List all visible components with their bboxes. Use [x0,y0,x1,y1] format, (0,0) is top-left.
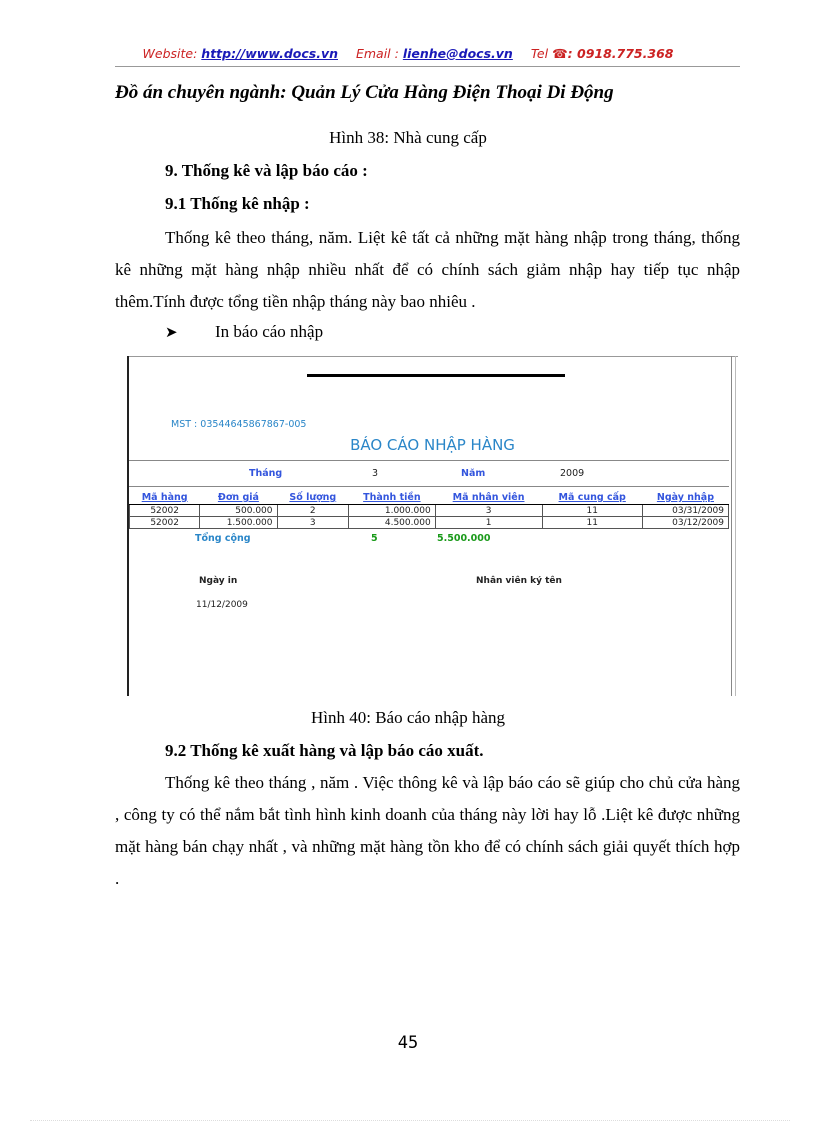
col-header: Mã cung cấp [542,491,642,505]
section-9-2-paragraph: Thống kê theo tháng , năm . Việc thông kê và lập báo cáo sẽ giúp cho chủ cửa hàng , công ty có thể nắm bắt tình hình kinh doanh của tháng này lời hay lỗ .Liệt kê được những mặt hàng bán chạy nhất , và những mặt hàng tồn kho để có chính sách giải quyết thích hợp . [115,773,740,888]
total-label: Tổng cộng [195,533,251,544]
bullet-text: In báo cáo nhập [215,322,324,341]
table-cell: 1.000.000 [349,505,436,517]
signature-label: Nhân viên ký tên [476,576,562,586]
col-header: Số lượng [277,491,349,505]
total-quantity: 5 [371,533,378,544]
table-cell: 11 [542,505,642,517]
email-link[interactable]: lienhe@docs.vn [402,46,513,61]
report-title: BÁO CÁO NHẬP HÀNG [350,436,515,454]
table-cell: 1.500.000 [200,517,277,529]
col-header: Đơn giá [200,491,277,505]
table-cell: 52002 [130,505,200,517]
page-number: 45 [397,1033,419,1053]
table-cell: 4.500.000 [349,517,436,529]
table-row [130,517,729,529]
bullet-item [165,322,323,342]
figure-40-caption: Hình 40: Báo cáo nhập hàng [310,708,506,727]
table-cell: 03/31/2009 [642,505,728,517]
arrow-bullet-icon: ➤ [165,325,178,341]
col-header: Mã hàng [130,491,200,505]
year-label: Năm [461,468,486,479]
table-cell: 11 [542,517,642,529]
tel-value: : 0918.775.368 [567,46,674,61]
table-cell: 500.000 [200,505,277,517]
report-screenshot [127,356,738,696]
header-rule [115,66,740,67]
section-9-1-paragraph: Thống kê theo tháng, năm. Liệt kê tất cả những mặt hàng nhập trong tháng, thống kê những mặt hàng nhập nhiều nhất để có chính sách giảm nhập hay tiếp tục nhập thêm.Tính được tổng tiền nhập tháng này bao nhiêu . [115,228,740,311]
report-table [129,491,729,529]
print-date-label: Ngày in [199,576,238,586]
col-header: Mã nhân viên [435,491,542,505]
website-label: Website: [142,46,198,61]
print-date: 11/12/2009 [196,600,248,610]
table-cell: 1 [435,517,542,529]
figure-38-caption: Hình 38: Nhà cung cấp [329,128,487,147]
month-label: Tháng [249,468,283,479]
website-link[interactable]: http://www.docs.vn [201,46,338,61]
year-value: 2009 [560,468,585,479]
section-9-1-heading: 9.1 Thống kê nhập : [165,194,310,213]
page-header [0,46,816,61]
tel-label: Tel [530,46,549,61]
report-top-rule [307,374,565,377]
col-header: Thành tiền [349,491,436,505]
document-title: Đồ án chuyên ngành: Quản Lý Cửa Hàng Điện Thoại Di Động [115,82,614,103]
email-label: Email : [355,46,399,61]
phone-icon: ☎ [552,46,568,61]
table-cell: 2 [277,505,349,517]
total-amount: 5.500.000 [437,533,491,544]
footer-rule [30,1120,790,1121]
section-9-2-heading: 9.2 Thống kê xuất hàng và lập báo cáo xuất. [165,741,484,760]
month-value: 3 [372,468,379,479]
table-row [130,505,729,517]
section-9-heading: 9. Thống kê và lập báo cáo : [165,161,368,180]
col-header: Ngày nhập [642,491,728,505]
report-tax-code: MST : 03544645867867-005 [171,419,307,430]
report-table-header [130,491,729,505]
table-cell: 3 [277,517,349,529]
table-cell: 52002 [130,517,200,529]
table-cell: 3 [435,505,542,517]
table-cell: 03/12/2009 [642,517,728,529]
